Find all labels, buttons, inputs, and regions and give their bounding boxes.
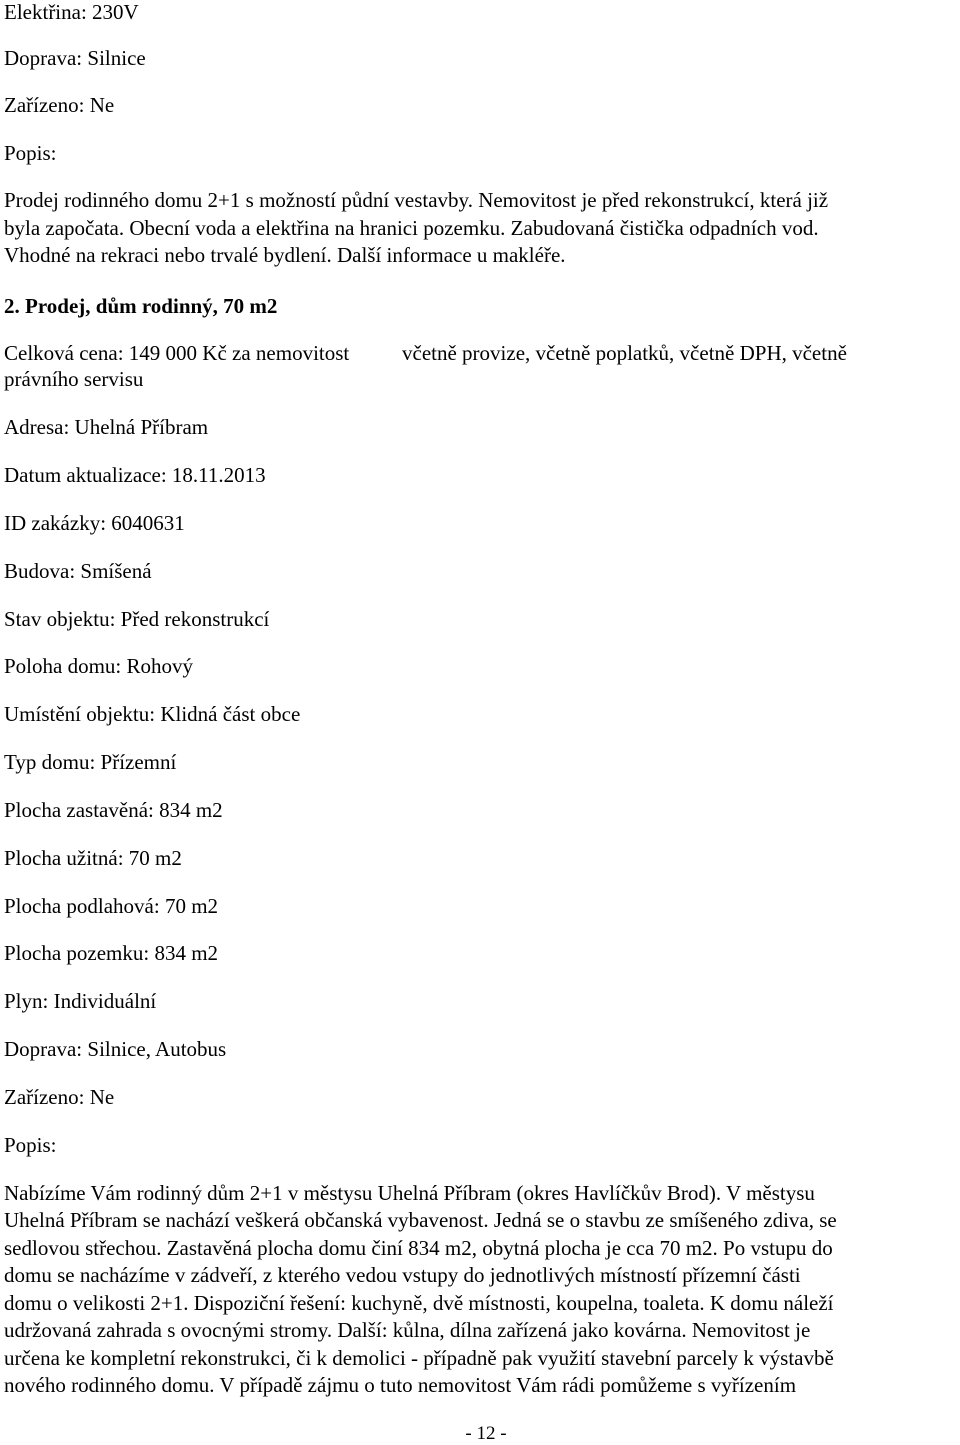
description-2-line: sedlovou střechou. Zastavěná plocha domu činí 834 m2, obytná plocha je cca 70 m2. Po vstupu do bbox=[4, 1236, 833, 1260]
field-id-zakazky: ID zakázky: 6040631 bbox=[4, 511, 185, 535]
field-poloha-domu: Poloha domu: Rohový bbox=[4, 654, 194, 678]
field-plocha-uzitna: Plocha užitná: 70 m2 bbox=[4, 846, 182, 870]
field-plyn: Plyn: Individuální bbox=[4, 989, 157, 1013]
description-2-line: Uhelná Příbram se nachází veškerá občanská vybavenost. Jedná se o stavbu ze smíšeného zdiva, se bbox=[4, 1208, 837, 1232]
field-popis: Popis: bbox=[4, 141, 57, 165]
description-1-line: Vhodné na rekraci nebo trvalé bydlení. Další informace u makléře. bbox=[4, 243, 566, 267]
field-elektrina: Elektřina: 230V bbox=[4, 0, 139, 24]
description-1-line: Prodej rodinného domu 2+1 s možností půdní vestavby. Nemovitost je před rekonstrukcí, která již bbox=[4, 188, 829, 212]
description-2-line: udržovaná zahrada s ovocnými stromy. Další: kůlna, dílna zařízená jako kovárna. Nemovitost je bbox=[4, 1318, 811, 1342]
description-2-line: nového rodinného domu. V případě zájmu o tuto nemovitost Vám rádi pomůžeme s vyřízením bbox=[4, 1373, 797, 1397]
field-plocha-pozemku: Plocha pozemku: 834 m2 bbox=[4, 941, 219, 965]
description-2-line: Nabízíme Vám rodinný dům 2+1 v městysu Uhelná Příbram (okres Havlíčkův Brod). V městysu bbox=[4, 1181, 815, 1205]
price-note-continued: právního servisu bbox=[4, 367, 144, 391]
field-zarizeno-2: Zařízeno: Ne bbox=[4, 1085, 115, 1109]
field-plocha-zastavena: Plocha zastavěná: 834 m2 bbox=[4, 798, 223, 822]
description-2-line: určena ke kompletní rekonstrukci, či k demolici - případně pak využití stavební parcely k výstavbě bbox=[4, 1346, 834, 1370]
field-popis-2: Popis: bbox=[4, 1133, 57, 1157]
field-umisteni: Umístění objektu: Klidná část obce bbox=[4, 702, 301, 726]
description-1-line: byla započata. Obecní voda a elektřina na hranici pozemku. Zabudovaná čistička odpadních vod. bbox=[4, 216, 819, 240]
field-adresa: Adresa: Uhelná Příbram bbox=[4, 415, 209, 439]
field-doprava: Doprava: Silnice bbox=[4, 46, 146, 70]
description-2-line: domu o velikosti 2+1. Dispoziční řešení: kuchyně, dvě místnosti, koupelna, toaleta. K domu náleží bbox=[4, 1291, 834, 1315]
price-note: včetně provize, včetně poplatků, včetně DPH, včetně bbox=[402, 341, 847, 365]
description-2-line: domu se nacházíme v zádveří, z kterého vedou vstupy do jednotlivých místností přízemní části bbox=[4, 1263, 801, 1287]
field-budova: Budova: Smíšená bbox=[4, 559, 152, 583]
price-line bbox=[4, 341, 847, 365]
page-number: - 12 - bbox=[465, 1423, 507, 1444]
field-typ-domu: Typ domu: Přízemní bbox=[4, 750, 177, 774]
field-datum: Datum aktualizace: 18.11.2013 bbox=[4, 463, 266, 487]
price-label: Celková cena: 149 000 Kč za nemovitost bbox=[4, 341, 350, 365]
listing-heading: 2. Prodej, dům rodinný, 70 m2 bbox=[4, 294, 278, 318]
field-stav-objektu: Stav objektu: Před rekonstrukcí bbox=[4, 607, 270, 631]
field-plocha-podlahova: Plocha podlahová: 70 m2 bbox=[4, 894, 219, 918]
field-zarizeno: Zařízeno: Ne bbox=[4, 93, 115, 117]
field-doprava-2: Doprava: Silnice, Autobus bbox=[4, 1037, 227, 1061]
